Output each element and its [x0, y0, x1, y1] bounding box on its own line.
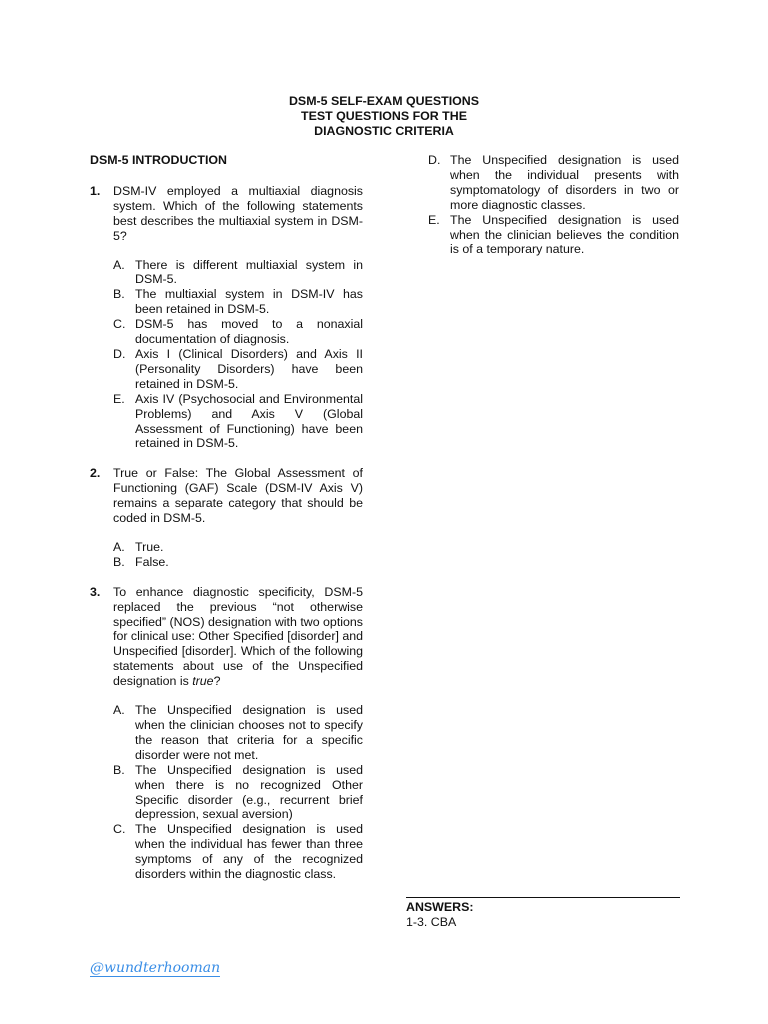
question-text	[113, 585, 363, 689]
question-2-options	[113, 540, 363, 570]
document-title	[0, 94, 768, 139]
option-label: B.	[113, 554, 125, 569]
option-label: A.	[113, 539, 125, 554]
watermark-handle: @wundterhooman	[90, 960, 221, 976]
question-3	[90, 585, 363, 689]
question-2	[90, 466, 363, 526]
title-line: TEST QUESTIONS FOR THE	[301, 108, 467, 123]
option-a	[113, 258, 363, 288]
answers-value: 1-3. CBA	[406, 914, 457, 929]
right-column	[408, 153, 679, 272]
option-b	[113, 763, 363, 823]
option-text: The Unspecified designation is used when the individual has fewer than three symptoms of any of the recognized disorders within the diagnostic class.	[135, 822, 363, 882]
option-e	[428, 213, 679, 258]
option-b	[113, 287, 363, 317]
question-number: 3.	[90, 584, 101, 599]
option-text: The Unspecified designation is used when the clinician believes the condition is of a temporary nature.	[450, 212, 679, 257]
option-a	[113, 703, 363, 763]
option-label: D.	[113, 346, 126, 361]
title-line: DSM-5 SELF-EXAM QUESTIONS	[288, 94, 479, 108]
option-text: There is different multiaxial system in DSM-5.	[135, 257, 363, 287]
question-3-options-right	[428, 153, 679, 257]
option-label: E.	[113, 391, 125, 406]
option-label: D.	[428, 153, 441, 167]
answers-box	[406, 897, 680, 930]
option-text: The Unspecified designation is used when the clinician chooses not to specify the reason that criteria for a specific disorder were not met.	[135, 703, 363, 762]
option-label: A.	[113, 703, 125, 718]
question-3-options-left	[113, 703, 363, 882]
option-label: E.	[428, 212, 440, 227]
option-text: DSM-5 has moved to a nonaxial documentation of diagnosis.	[135, 317, 363, 347]
question-number: 1.	[90, 183, 101, 198]
question-text-main: To enhance diagnostic specificity, DSM-5 replaced the previous “not otherwise specified” (NOS) designation with two options for clinical use: Other Specified [disorder] and Unspecified [disorder]. Which of the following statements about use of the Unspecified designation is	[113, 584, 364, 689]
option-text: The Unspecified designation is used when there is no recognized Other Specific disorder (e.g., recurrent brief depression, sexual aversion)	[135, 762, 363, 822]
option-d	[113, 347, 363, 392]
section-heading: DSM-5 INTRODUCTION	[90, 153, 227, 167]
option-c	[113, 317, 363, 347]
option-label: C.	[113, 317, 126, 332]
option-label: B.	[113, 287, 125, 302]
question-text: DSM-IV employed a multiaxial diagnosis system. Which of the following statements best describes the multiaxial system in DSM-5?	[113, 183, 363, 243]
option-label: B.	[113, 762, 125, 777]
option-text: Axis IV (Psychosocial and Environmental Problems) and Axis V (Global Assessment of Functioning) have been retained in DSM-5.	[135, 391, 363, 451]
option-label: C.	[113, 822, 126, 837]
question-text: True or False: The Global Assessment of Functioning (GAF) Scale (DSM-IV Axis V) remains a separate category that should be coded in DSM-5.	[113, 466, 363, 526]
option-a	[113, 540, 363, 555]
left-column	[90, 153, 363, 897]
title-line: DIAGNOSTIC CRITERIA	[314, 123, 454, 138]
question-text-emphasis: true	[192, 674, 214, 689]
option-d	[428, 153, 679, 213]
option-text: The multiaxial system in DSM-IV has been retained in DSM-5.	[135, 287, 363, 317]
option-label: A.	[113, 257, 125, 272]
question-1-options	[113, 258, 363, 452]
question-1	[90, 184, 363, 244]
option-text: The Unspecified designation is used when the individual presents with symptomatology of disorders in two or more diagnostic classes.	[450, 153, 679, 212]
question-number: 2.	[90, 466, 101, 481]
option-text: False.	[135, 554, 169, 569]
option-text: True.	[135, 539, 164, 554]
answers-label: ANSWERS:	[406, 900, 474, 914]
option-c	[113, 822, 363, 882]
option-text: Axis I (Clinical Disorders) and Axis II (Personality Disorders) have been retained in DSM-5.	[135, 346, 363, 391]
option-b	[113, 555, 363, 570]
option-e	[113, 392, 363, 452]
question-text-end: ?	[213, 674, 221, 689]
